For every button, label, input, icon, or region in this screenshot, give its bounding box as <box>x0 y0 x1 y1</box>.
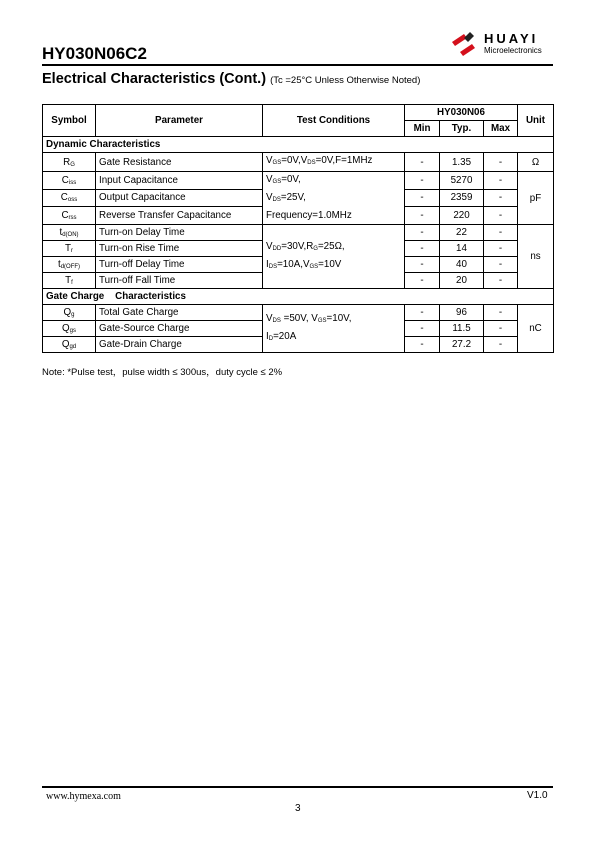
typ-cell: 220 <box>440 207 484 225</box>
min-cell: - <box>405 337 440 353</box>
unit-cell: ns <box>518 225 554 289</box>
max-cell: - <box>484 337 518 353</box>
min-cell: - <box>405 273 440 289</box>
symbol-cell: $R_G$ <box>43 153 96 172</box>
header-typ: Typ. <box>440 121 484 137</box>
min-cell: - <box>405 189 440 207</box>
parameter-cell: Gate Resistance <box>96 153 263 172</box>
header-test-conditions: Test Conditions <box>263 105 405 137</box>
unit-cell: pF <box>518 172 554 225</box>
typ-cell: 2359 <box>440 189 484 207</box>
symbol-cell: $C_{rss}$ <box>43 207 96 225</box>
unit-cell: nC <box>518 305 554 353</box>
typ-cell: 27.2 <box>440 337 484 353</box>
table-row <box>43 225 554 241</box>
parameter-cell: Total Gate Charge <box>96 305 263 321</box>
group-gate-charge: Gate Charge Characteristics <box>43 289 554 305</box>
min-cell: - <box>405 225 440 241</box>
header-divider <box>42 64 553 66</box>
electrical-characteristics-table <box>42 104 554 353</box>
huayi-logo-icon <box>450 30 482 60</box>
typ-cell: 11.5 <box>440 321 484 337</box>
typ-cell: 5270 <box>440 172 484 190</box>
section-title-text: Electrical Characteristics (Cont.) <box>42 71 267 87</box>
symbol-cell: $Q_{gd}$ <box>43 337 96 353</box>
parameter-cell: Gate-Source Charge <box>96 321 263 337</box>
parameter-cell: Turn-on Rise Time <box>96 241 263 257</box>
header-symbol: Symbol <box>43 105 96 137</box>
company-logo <box>450 30 555 60</box>
symbol-cell: $t_{d(OFF)}$ <box>43 257 96 273</box>
min-cell: - <box>405 241 440 257</box>
parameter-cell: Input Capacitance <box>96 172 263 190</box>
max-cell: - <box>484 321 518 337</box>
header-parameter: Parameter <box>96 105 263 137</box>
footer-url[interactable]: www.hymexa.com <box>46 791 121 802</box>
section-condition: (Tc =25°C Unless Otherwise Noted) <box>270 75 421 86</box>
parameter-cell: Turn-off Delay Time <box>96 257 263 273</box>
min-cell: - <box>405 321 440 337</box>
table-row <box>43 153 554 172</box>
min-cell: - <box>405 172 440 190</box>
symbol-cell: $t_{d(ON)}$ <box>43 225 96 241</box>
parameter-cell: Turn-on Delay Time <box>96 225 263 241</box>
table-row <box>43 305 554 321</box>
logo-name: HUAYI <box>484 31 539 46</box>
header-max: Max <box>484 121 518 137</box>
section-title <box>42 71 420 87</box>
symbol-cell: $C_{iss}$ <box>43 172 96 190</box>
max-cell: - <box>484 172 518 190</box>
typ-cell: 14 <box>440 241 484 257</box>
header-unit: Unit <box>518 105 554 137</box>
test-condition-switching: $V_{DD}=30V,R_G=25\Omega$, $I_{DS}=10A,V_{GS}=10V$ <box>263 225 405 289</box>
max-cell: - <box>484 257 518 273</box>
header-device: HY030N06 <box>405 105 518 121</box>
parameter-cell: Turn-off Fall Time <box>96 273 263 289</box>
typ-cell: 96 <box>440 305 484 321</box>
max-cell: - <box>484 273 518 289</box>
parameter-cell: Gate-Drain Charge <box>96 337 263 353</box>
max-cell: - <box>484 207 518 225</box>
max-cell: - <box>484 305 518 321</box>
part-number: HY030N06C2 <box>42 44 147 63</box>
header-min: Min <box>405 121 440 137</box>
max-cell: - <box>484 225 518 241</box>
test-condition-gate-charge: $V_{DS} =50V$, $V_{GS}=10V$, $I_D=20A$ <box>263 305 405 353</box>
parameter-cell: Reverse Transfer Capacitance <box>96 207 263 225</box>
symbol-cell: $T_f$ <box>43 273 96 289</box>
test-condition-rg: $V_{GS}=0V,V_{DS}=0V,F=1MHz$ <box>263 153 405 172</box>
min-cell: - <box>405 153 440 172</box>
footnote: Note: *Pulse test，pulse width ≤ 300us，duty cycle ≤ 2% <box>42 367 283 378</box>
footer-version: V1.0 <box>527 790 548 801</box>
symbol-cell: $Q_g$ <box>43 305 96 321</box>
parameter-cell: Output Capacitance <box>96 189 263 207</box>
test-condition-capacitance: $V_{GS}=0V$, $V_{DS}=25V$, Frequency=1.0MHz <box>263 172 405 225</box>
min-cell: - <box>405 257 440 273</box>
typ-cell: 20 <box>440 273 484 289</box>
max-cell: - <box>484 241 518 257</box>
group-dynamic: Dynamic Characteristics <box>43 137 554 153</box>
table-row <box>43 172 554 190</box>
min-cell: - <box>405 305 440 321</box>
page-number: 3 <box>295 803 301 814</box>
footer-divider <box>42 786 553 788</box>
unit-cell: Ω <box>518 153 554 172</box>
typ-cell: 22 <box>440 225 484 241</box>
min-cell: - <box>405 207 440 225</box>
typ-cell: 1.35 <box>440 153 484 172</box>
typ-cell: 40 <box>440 257 484 273</box>
symbol-cell: $Q_{gs}$ <box>43 321 96 337</box>
symbol-cell: $C_{oss}$ <box>43 189 96 207</box>
max-cell: - <box>484 189 518 207</box>
logo-subtitle: Microelectronics <box>484 46 542 55</box>
symbol-cell: $T_r$ <box>43 241 96 257</box>
max-cell: - <box>484 153 518 172</box>
